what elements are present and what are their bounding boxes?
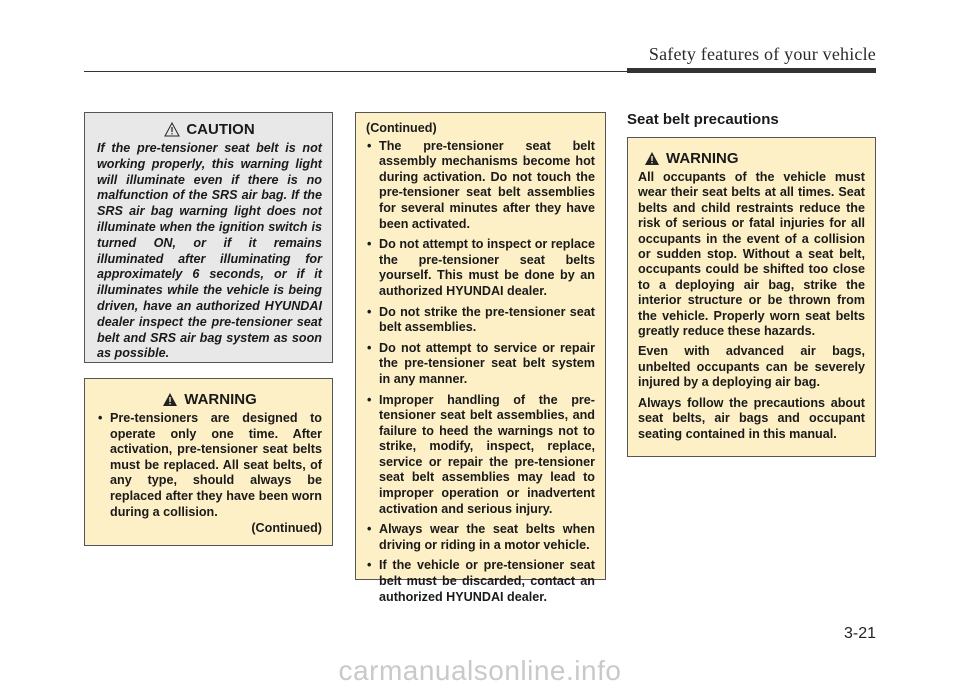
- watermark: carmanualsonline.info: [338, 655, 622, 686]
- continued-label: (Continued): [366, 121, 437, 135]
- header-rule-accent: [627, 68, 876, 73]
- warning-box-pretensioner: [84, 378, 333, 546]
- warning-triangle-icon: [162, 392, 178, 407]
- page-number: 3-21: [843, 625, 876, 642]
- list-item: • Do not strike the pre-tensioner seat belt assemblies.: [367, 304, 595, 335]
- warning-title: WARNING: [666, 150, 739, 167]
- list-item: • Pre-tensioners are designed to operate only one time. After activation, pre-tensioner seat belts must be replaced. All seat belts, of any type, should always be replaced after they have been worn during a collision.: [98, 411, 322, 519]
- warning-title: WARNING: [184, 391, 257, 408]
- list-item: • If the vehicle or pre-tensioner seat belt must be discarded, contact an authorized HYUNDAI dealer.: [367, 558, 595, 604]
- warning-heading: [638, 150, 865, 167]
- continued-note: (Continued): [251, 521, 322, 536]
- warning-heading: [97, 391, 322, 408]
- warning-paragraph: All occupants of the vehicle must wear their seat belts at all times. Seat belts and child restraints reduce the risk of serious or fatal injuries for all occupants in the event of a collision or sudden stop. Without a seat belt, occupants could be shifted too close to a deploying air bag, strike the interior structure or be thrown from the vehicle. Properly worn seat belts greatly reduce these hazards.: [638, 170, 865, 339]
- caution-box: [84, 112, 333, 363]
- seat-belt-warning-box: [627, 137, 876, 457]
- caution-triangle-icon: [164, 122, 180, 137]
- list-item: • The pre-tensioner seat belt assembly mechanisms become hot during activation. Do not touch the pre-tensioner seat belt assemblies for several minutes after they have been activated.: [367, 138, 595, 231]
- section-title: Safety features of your vehicle: [648, 44, 876, 64]
- seat-belt-precautions-heading: Seat belt precautions: [627, 111, 779, 128]
- warning-triangle-icon: [644, 151, 660, 166]
- caution-text: If the pre-tensioner seat belt is not working properly, this warning light will illuminate even if there is no malfunction of the SRS air bag. If the SRS air bag warning light does not illuminate when the ignition switch is turned ON, or if it remains illuminated after illuminating for approximately 6 seconds, or if it illuminates while the vehicle is being driven, have an authorized HYUNDAI dealer inspect the pre-tensioner seat belt and SRS air bag system as soon as possible.: [97, 141, 322, 361]
- caution-heading: [97, 121, 322, 138]
- list-item: • Always wear the seat belts when driving or riding in a motor vehicle.: [367, 522, 595, 552]
- continued-warning-box: [355, 112, 606, 604]
- list-item: • Do not attempt to inspect or replace the pre-tensioner seat belts yourself. This must be done by an authorized HYUNDAI dealer.: [367, 237, 595, 298]
- caution-title: CAUTION: [186, 121, 255, 138]
- list-item: • Do not attempt to service or repair the pre-tensioner seat belt system in any manner.: [367, 340, 595, 386]
- list-item: • Improper handling of the pre-tensioner seat belt assemblies, and failure to heed the warnings not to strike, modify, inspect, replace, service or repair the pre-tensioner seat belt assemblies may lead to improper operation or inadvertent activation and serious injury.: [367, 392, 595, 516]
- warning-paragraph: Even with advanced air bags, unbelted occupants can be severely injured by a deploying air bag.: [638, 344, 865, 390]
- warning-paragraph: Always follow the precautions about seat belts, air bags and occupant seating contained in this manual.: [638, 395, 865, 441]
